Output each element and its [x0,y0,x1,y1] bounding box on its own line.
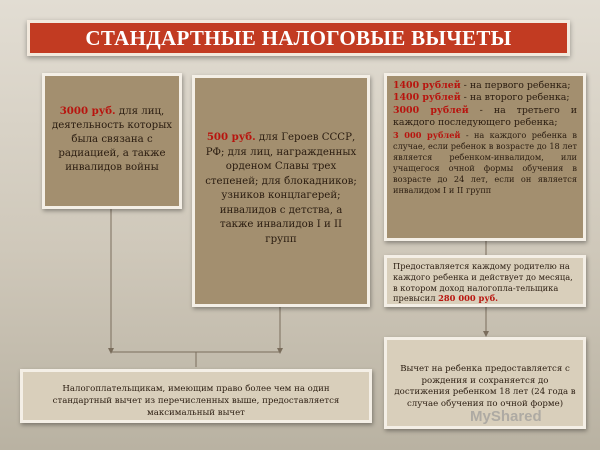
page-title: СТАНДАРТНЫЕ НАЛОГОВЫЕ ВЫЧЕТЫ [85,25,512,50]
arrow-head-2 [277,348,283,354]
deduction-description: для лиц, деятельность которых была связана с радиацией, а также инвалидов войны [51,106,173,173]
deduction-500-box [192,75,370,307]
income-limit-text: Предоставляется каждому родителю на каждого ребенка и действует до месяца, в котором доход налогопла-тельщика превысил [393,261,573,304]
income-limit-box [384,255,586,307]
child-deduction-second: 1400 рублей - на второго ребенка; [393,92,570,104]
max-deduction-box [20,369,372,423]
child-deduction-third: 3000 рублей - на третьего и каждого последующего ребенка; [393,104,577,129]
deduction-description: для Героев СССР, РФ; для лиц, награжденных орденом Славы трех степеней; для блокадников; узников концлагерей; инвалидов с детства, а также инвалидов I и II групп [205,132,357,245]
child-deduction-first: 1400 рублей - на первого ребенка; [393,80,571,91]
max-deduction-text: Налогоплательщикам, имеющим право более чем на один стандартный вычет из перечисленных выше, предоставляется максимальный вычет [52,384,340,418]
child-age-text: Вычет на ребенка предоставляется с рождения и сохраняется до достижения ребенком 18 лет (24 года в случае обучения по очной форме) [394,364,576,409]
child-deductions-box [384,73,586,241]
deduction-amount: 500 руб. [206,131,256,143]
child-deduction-disabled: 3 000 рублей - на каждого ребенка в случае, если ребенок в возрасте до 18 лет является ребенком-инвалидом, или учащегося очной формы обучения в возрасте до 24 лет, если он является инвалидом I и II групп [393,129,577,195]
arrow-head-1 [108,348,114,354]
deduction-3000-box [42,73,182,209]
deduction-amount: 3000 руб. [59,105,116,117]
watermark-logo: MyShared [470,408,542,425]
income-limit-amount: 280 000 руб. [438,293,499,304]
